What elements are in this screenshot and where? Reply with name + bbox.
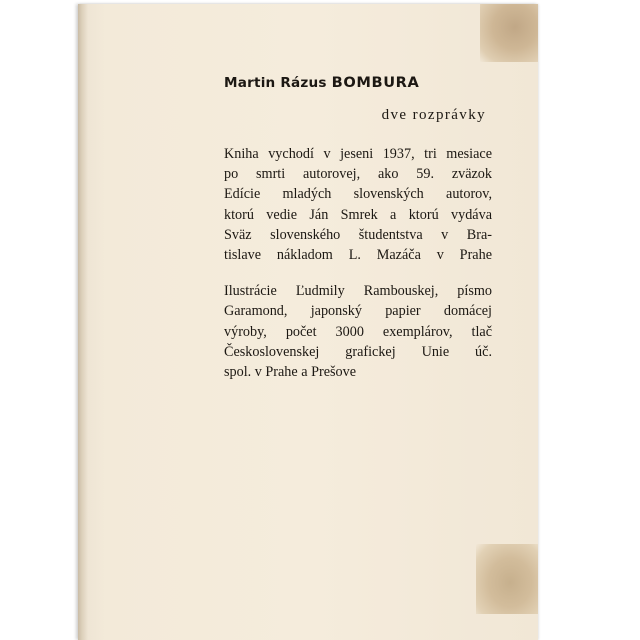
text-line: spol. v Prahe a Prešove (224, 364, 356, 381)
text-line: po smrti autorovej, ako 59. zväzok (224, 166, 492, 183)
tape-stain-bottom (476, 544, 538, 614)
text-line: tislave nákladom L. Mazáča v Prahe (224, 247, 492, 264)
text-line: Garamond, japonský papier domácej (224, 303, 492, 320)
text-line: Edície mladých slovenských autorov, (224, 186, 492, 203)
text-line: Československej grafickej Unie úč. (224, 343, 492, 360)
text-line: ktorú vedie Ján Smrek a ktorú vydáva (224, 206, 492, 223)
text-block (224, 74, 492, 382)
tape-stain-top (480, 4, 538, 62)
title-line (224, 74, 492, 91)
paragraph-publication (224, 144, 492, 265)
paragraph-production (224, 281, 492, 382)
subtitle: dve rozprávky (381, 107, 486, 123)
text-line: výroby, počet 3000 exemplárov, tlač (224, 323, 492, 340)
text-line: Ilustrácie Ľudmily Rambouskej, písmo (224, 283, 492, 300)
page-edge (78, 4, 88, 640)
text-line: Kniha vychodí v jeseni 1937, tri mesiace (224, 146, 492, 162)
author-name: Martin Rázus (224, 75, 327, 91)
text-line: Sväz slovenského študentstva v Bra- (224, 226, 492, 243)
book-title: BOMBURA (331, 74, 420, 91)
